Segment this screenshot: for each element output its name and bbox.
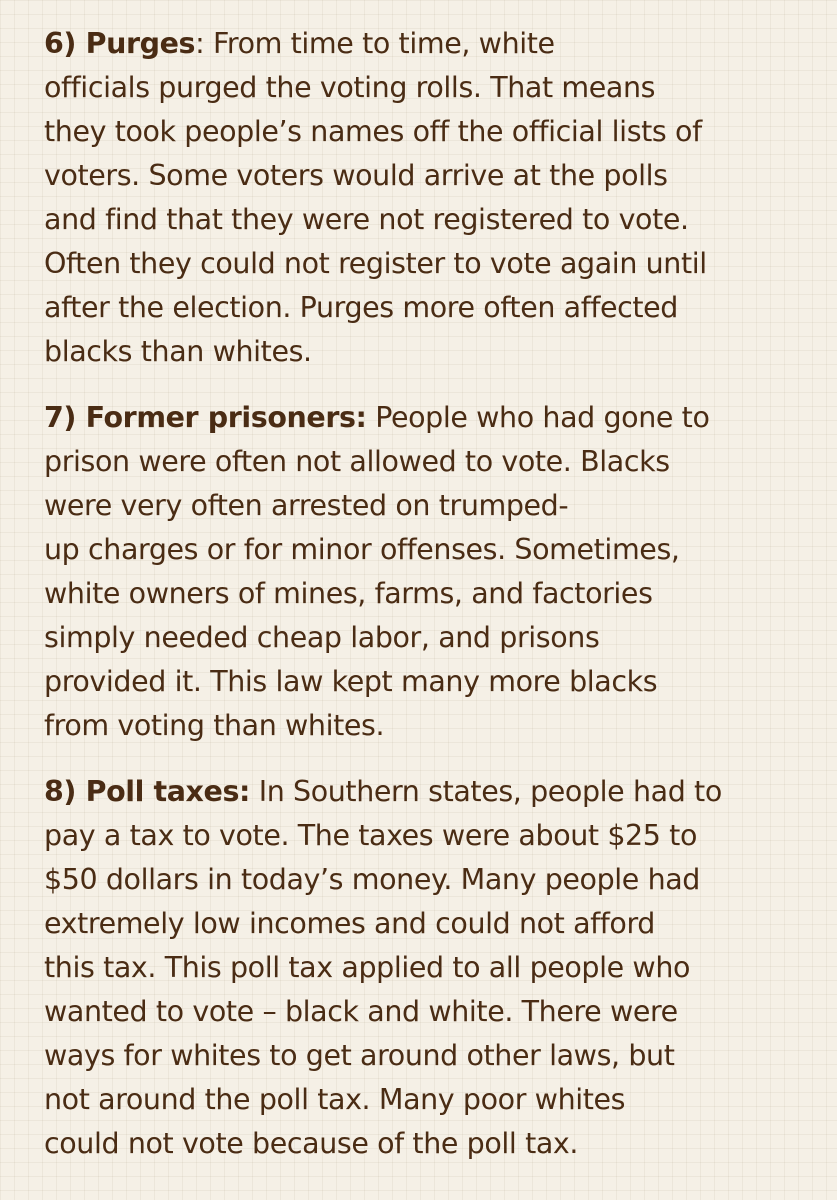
text-line <box>44 770 819 814</box>
text-line: prison were often not allowed to vote. Blacks <box>44 445 670 478</box>
text-line: were very often arrested on trumped- <box>44 489 569 522</box>
section-purges <box>44 22 819 374</box>
text-line-content: In Southern states, people had to <box>250 775 722 808</box>
section-heading: 7) Former prisoners: <box>44 401 367 434</box>
text-line: this tax. This poll tax applied to all people who <box>44 951 691 984</box>
document-body <box>44 22 819 1188</box>
text-line: white owners of mines, farms, and factories <box>44 577 653 610</box>
text-line <box>44 396 819 440</box>
text-line: could not vote because of the poll tax. <box>44 1127 579 1160</box>
text-line: from voting than whites. <box>44 709 385 742</box>
text-line: Often they could not register to vote again until <box>44 247 707 280</box>
text-line: provided it. This law kept many more blacks <box>44 665 658 698</box>
section-former-prisoners <box>44 396 819 748</box>
text-line: pay a tax to vote. The taxes were about $25 to <box>44 819 697 852</box>
text-line: after the election. Purges more often affected <box>44 291 678 324</box>
text-line-content: People who had gone to <box>366 401 710 434</box>
text-line: simply needed cheap labor, and prisons <box>44 621 600 654</box>
text-line: up charges or for minor offenses. Sometimes, <box>44 533 680 566</box>
text-line <box>44 22 819 66</box>
text-line: blacks than whites. <box>44 335 312 368</box>
section-heading: 8) Poll taxes: <box>44 775 251 808</box>
text-line: and find that they were not registered to vote. <box>44 203 689 236</box>
text-line: officials purged the voting rolls. That means <box>44 71 656 104</box>
text-line: extremely low incomes and could not afford <box>44 907 655 940</box>
text-line: $50 dollars in today’s money. Many people had <box>44 863 700 896</box>
text-line: voters. Some voters would arrive at the polls <box>44 159 668 192</box>
text-line: they took people’s names off the official lists of <box>44 115 702 148</box>
text-line: not around the poll tax. Many poor whites <box>44 1083 626 1116</box>
text-line: wanted to vote – black and white. There were <box>44 995 678 1028</box>
text-line-content: : From time to time, white <box>195 27 555 60</box>
text-line: ways for whites to get around other laws, but <box>44 1039 675 1072</box>
section-poll-taxes <box>44 770 819 1166</box>
section-heading: 6) Purges <box>44 27 196 60</box>
